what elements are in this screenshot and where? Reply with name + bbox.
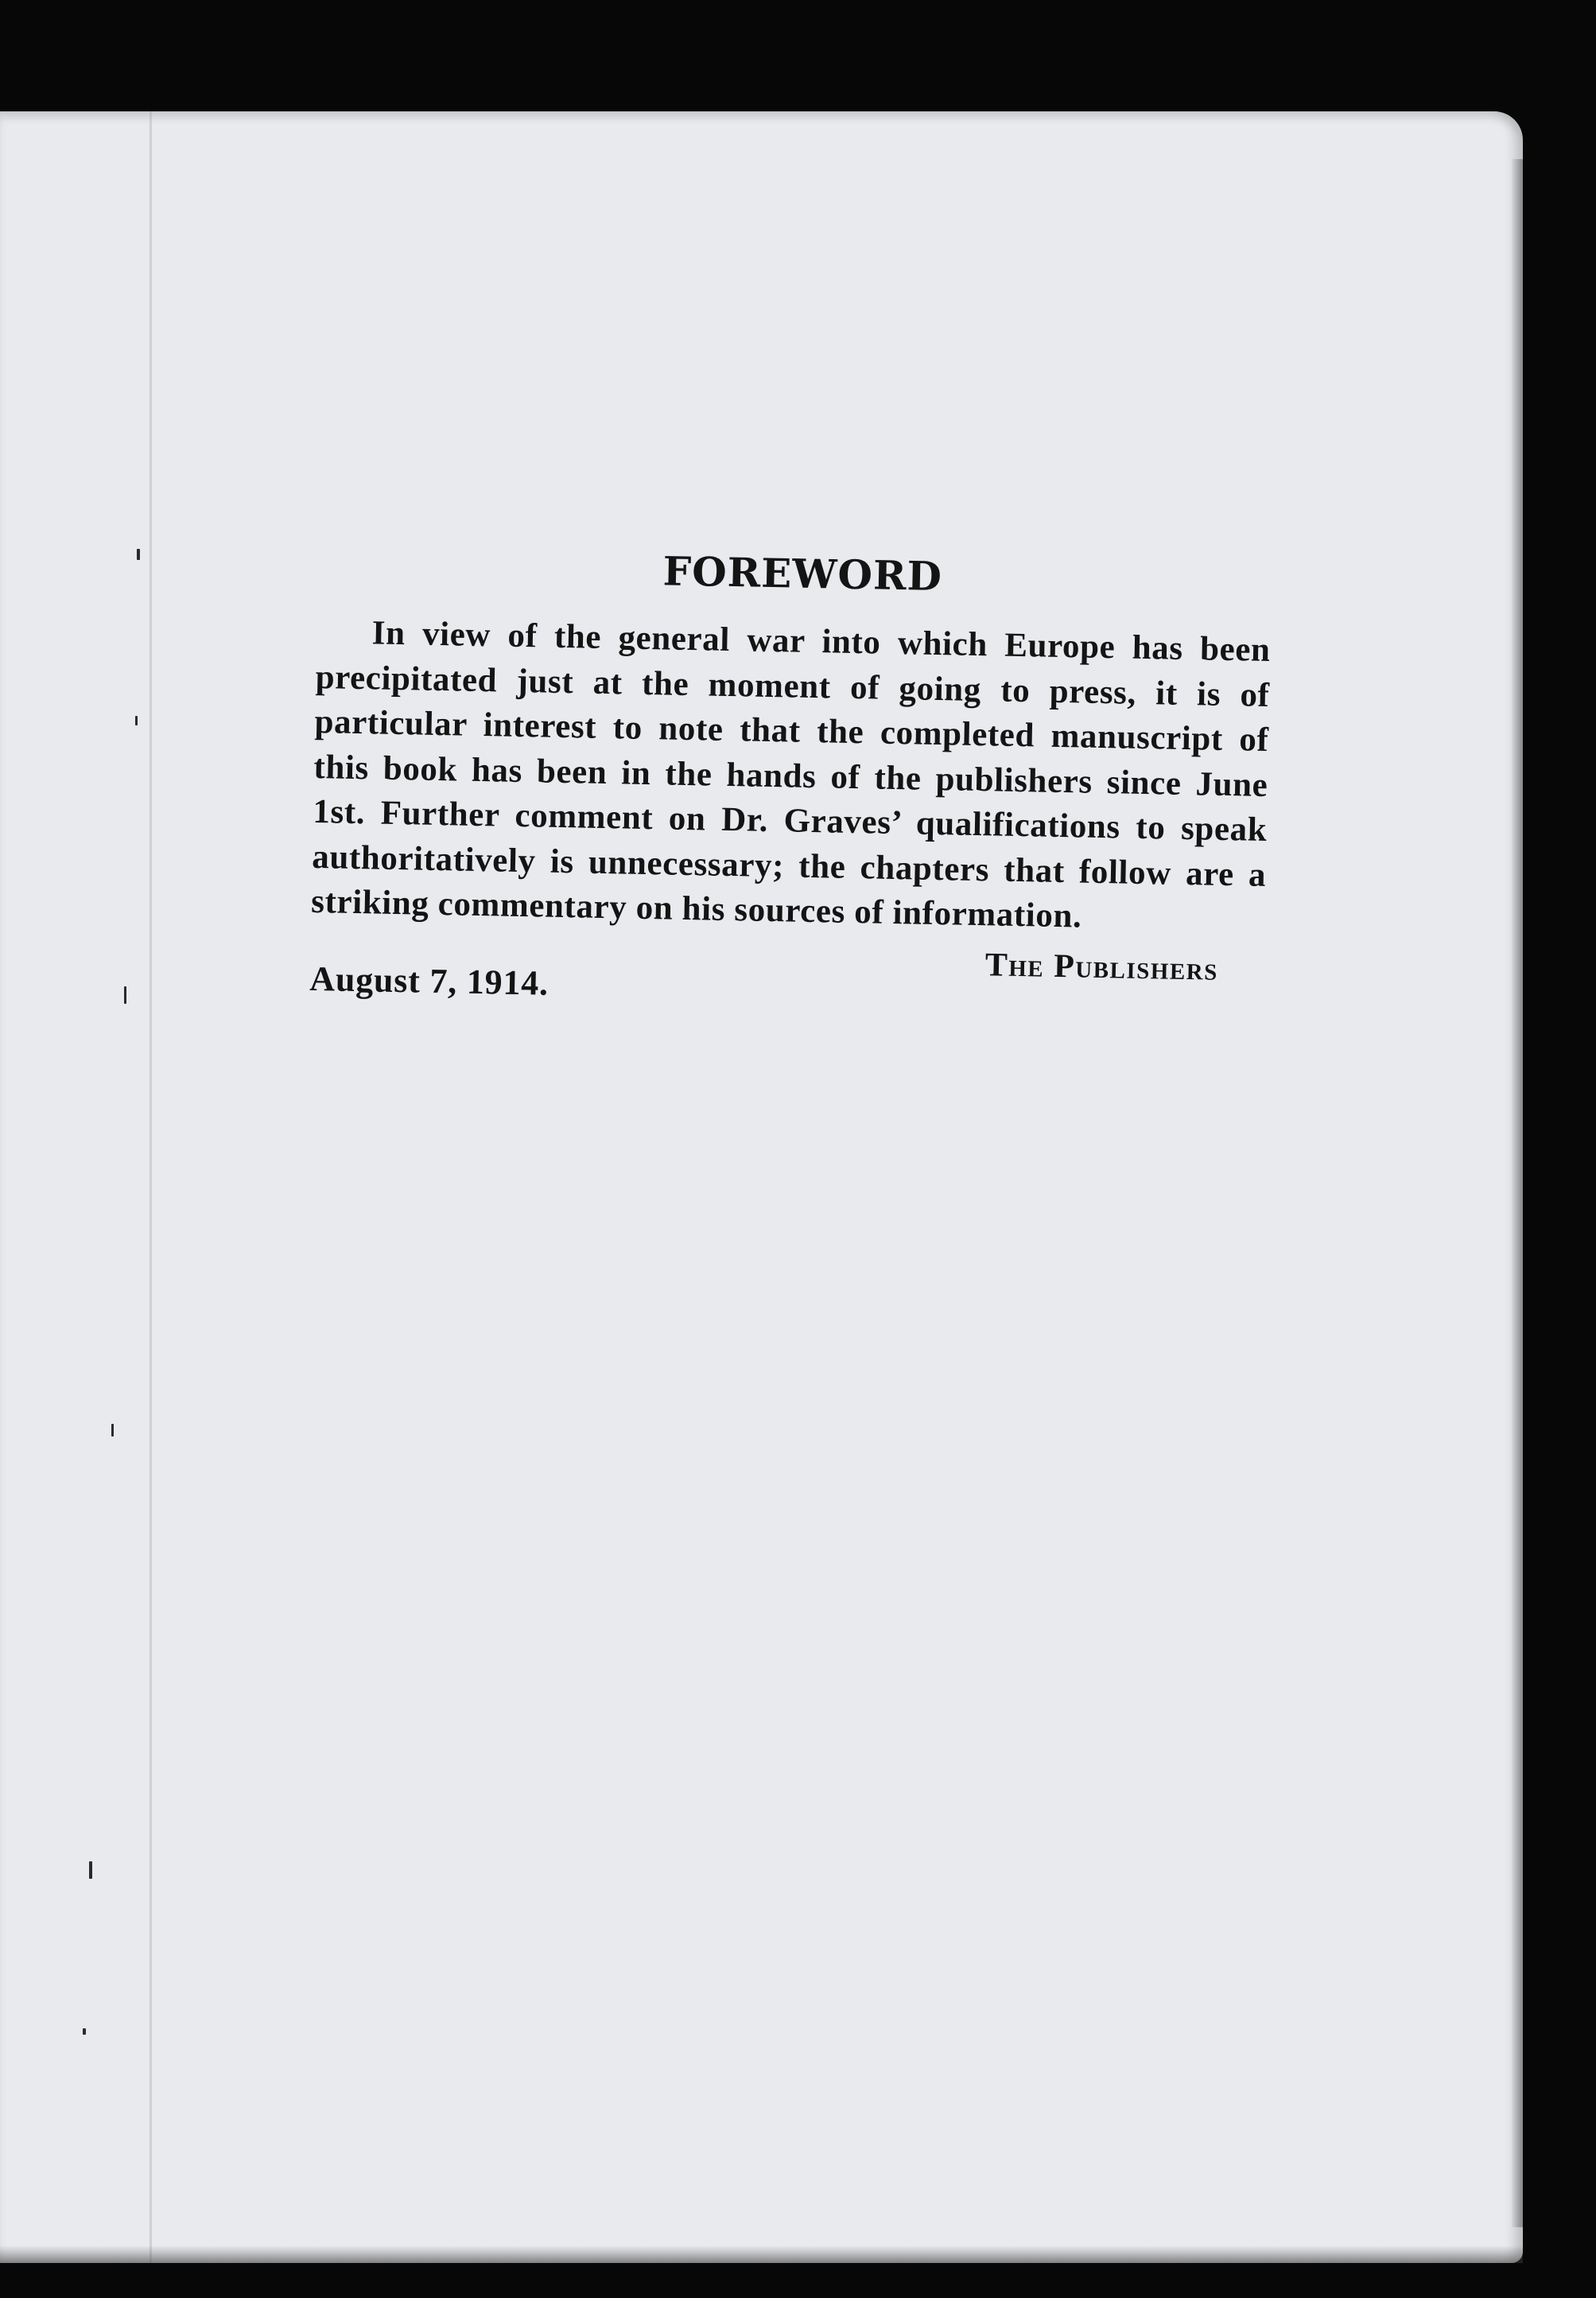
margin-speck — [135, 716, 138, 725]
signature-row — [309, 932, 1264, 1038]
page-right-edge-shadow — [1512, 159, 1523, 2227]
margin-speck — [89, 1861, 92, 1879]
page-gutter-line — [150, 111, 152, 2263]
margin-speck — [124, 986, 126, 1004]
margin-speck — [137, 549, 140, 560]
foreword-paragraph: In view of the general war into which Europe has been precipitated just at the moment of going to press, it is of particular interest to note that the completed manuscript of this book has been in the hands of the publishers since June 1st. Further comment on Dr. Graves’ qualifications to speak authoritatively is unnecessary; the chapters that follow are a striking commentary on his sources of information. — [310, 614, 1272, 935]
page-title: FOREWORD — [662, 547, 943, 601]
foreword-date: August 7, 1914. — [309, 958, 549, 1003]
page-bottom-edge-shadow — [0, 2246, 1523, 2263]
book-page — [0, 111, 1523, 2263]
margin-speck — [83, 2028, 86, 2035]
foreword-text-block — [309, 541, 1272, 1038]
margin-speck — [111, 1424, 114, 1437]
publisher-signature: The Publishers — [984, 946, 1219, 988]
